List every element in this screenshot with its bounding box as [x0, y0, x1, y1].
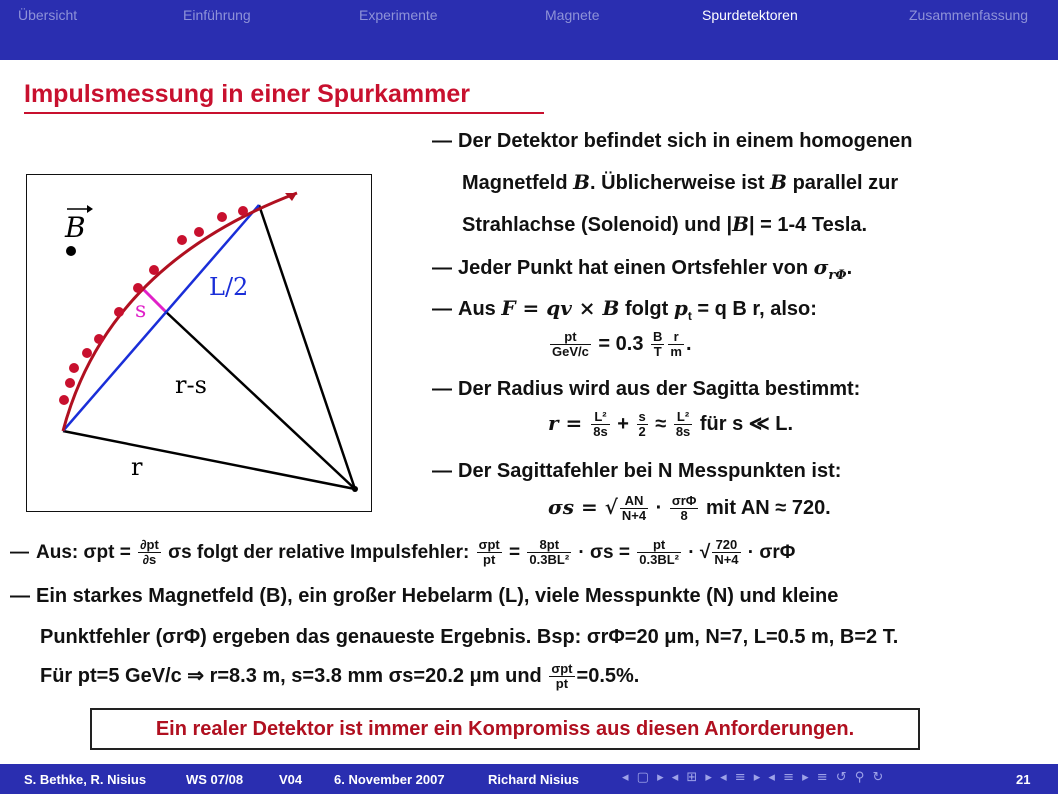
- numerator: L²: [674, 410, 692, 425]
- denominator: ∂s: [142, 552, 157, 568]
- bullet-4: — Der Radius wird aus der Sagitta bestimmt:: [432, 378, 861, 400]
- denominator: 2: [638, 424, 646, 440]
- fraction: [670, 494, 699, 524]
- measurement-point: [177, 235, 187, 245]
- summary-callout-box: [90, 708, 920, 750]
- text: ·: [650, 497, 668, 520]
- formula-sagitta-error: [548, 494, 831, 524]
- b-field-arrowhead: [87, 205, 93, 213]
- b-vector-symbol: B: [573, 170, 591, 194]
- slide-title: Impulsmessung in einer Spurkammer: [24, 80, 470, 108]
- formula-momentum: $\frac{pt}{\text{GeV/c}}$ = 0.3 $\frac{B}{T}$ $\frac{r}{m}$ .: [552, 329, 692, 360]
- bullet-7-line-1: — Ein starkes Magnetfeld (B), ein großer Hebelarm (L), viele Messpunkte (N) und kleine: [10, 585, 839, 607]
- measurement-point: [94, 334, 104, 344]
- subscript: t: [687, 309, 692, 323]
- fraction: [549, 662, 574, 692]
- text: parallel zur: [787, 172, 899, 194]
- text: =: [503, 541, 526, 563]
- fraction: [651, 330, 664, 360]
- r-minus-s-label: r-s: [175, 371, 207, 399]
- numerator: pt: [550, 330, 591, 345]
- sigma-symbol: σ: [813, 255, 829, 279]
- bullet-1-line-2: [462, 170, 898, 195]
- text: =0.5%.: [576, 665, 640, 688]
- measurement-points: [59, 206, 248, 405]
- text: Der Sagittafehler bei N Messpunkten ist:: [458, 460, 842, 482]
- text: Strahlachse (Solenoid) und |: [462, 214, 733, 236]
- b-field-label: B: [65, 211, 86, 244]
- text: Der Radius wird aus der Sagitta bestimmt:: [458, 378, 861, 400]
- numerator: s: [638, 409, 646, 424]
- text: Magnetfeld: [462, 172, 574, 194]
- denominator: T: [653, 344, 662, 360]
- text: · σs =: [573, 541, 636, 563]
- measurement-point: [238, 206, 248, 216]
- nav-item-spurdetektoren[interactable]: Spurdetektoren: [702, 7, 798, 23]
- fraction: [477, 538, 502, 568]
- text: σs folgt der relative Impulsfehler:: [162, 541, 475, 563]
- sagitta-label: s: [135, 298, 147, 323]
- bullet-1-line-1: — Der Detektor befindet sich in einem homogenen: [432, 130, 913, 152]
- measurement-point: [149, 265, 159, 275]
- b-vector-symbol: B: [770, 170, 788, 194]
- bullet-3: — Aus F = qv × B folgt $p_t = q$ B r, also:: [432, 296, 817, 323]
- nav-item-einfuehrung[interactable]: Einführung: [183, 7, 251, 23]
- text: · σrΦ: [742, 541, 796, 563]
- radius-line-bottom: [63, 431, 355, 489]
- text: = q B r, also:: [691, 298, 817, 320]
- text: | = 1-4 Tesla.: [748, 214, 868, 236]
- denominator: m: [670, 344, 682, 360]
- numerator: L²: [591, 410, 609, 425]
- radius-label: r: [131, 453, 143, 481]
- nav-item-magnete[interactable]: Magnete: [545, 7, 600, 23]
- fraction: [637, 538, 681, 568]
- text: mit AN ≈ 720.: [700, 497, 831, 520]
- fraction: [712, 538, 740, 568]
- text: Aus: σpt =: [36, 541, 137, 563]
- text: Für pt=5 GeV/c ⇒ r=8.3 m, s=3.8 mm σs=20.2 μm und: [40, 665, 548, 688]
- momentum-symbol: p: [673, 296, 688, 320]
- denominator: N+4: [714, 552, 739, 568]
- bullet-5: — Der Sagittafehler bei N Messpunkten ist:: [432, 460, 842, 482]
- b-field-dot: [66, 246, 76, 256]
- denominator: 0.3BL²: [529, 552, 570, 568]
- numerator: σpt: [478, 537, 500, 552]
- text: . Üblicherweise ist: [590, 172, 771, 194]
- measurement-point: [194, 227, 204, 237]
- text: +: [611, 413, 635, 436]
- denominator: 8: [680, 508, 688, 524]
- text: Aus: [458, 298, 502, 320]
- bullet-6: — Aus: σpt = $\frac{\partial pt}{\partial s}$ σs folgt der relative Impulsfehler: $\frac{\text{σpt}}{pt}$ = $\frac{8pt}{\text{0.3BL²}}$ · σs = $\frac{pt}{\text{0.3BL²}}$ · √ $\frac{720}{N+4}$ · σrΦ: [10, 537, 796, 568]
- measurement-point: [59, 395, 69, 405]
- force-equation: F = qv × B: [501, 296, 620, 320]
- numerator: AN: [620, 494, 648, 509]
- nav-item-zusammenfassung[interactable]: Zusammenfassung: [909, 7, 1029, 23]
- denominator: GeV/c: [552, 344, 589, 360]
- bullet-1-line-3: [462, 212, 867, 237]
- subscript: rΦ: [828, 268, 847, 283]
- fraction: [591, 410, 609, 440]
- numerator: σrΦ: [671, 493, 697, 508]
- fraction: [527, 538, 571, 568]
- fraction: [674, 410, 692, 440]
- footer-lecture: V04: [279, 772, 303, 787]
- formula-radius: [548, 410, 793, 440]
- fraction: [620, 494, 648, 524]
- measurement-point: [217, 212, 227, 222]
- text: r =: [548, 411, 590, 436]
- bullet-7-line-3: [40, 662, 639, 692]
- numerator: ∂pt: [140, 537, 159, 552]
- footer-authors: S. Bethke, R. Nisius: [24, 772, 147, 787]
- fraction: [550, 330, 591, 360]
- measurement-point: [82, 348, 92, 358]
- denominator: pt: [555, 676, 569, 692]
- text: · √: [683, 541, 711, 563]
- fraction: [637, 410, 648, 440]
- measurement-point: [133, 283, 143, 293]
- denominator: pt: [483, 552, 496, 568]
- text: Jeder Punkt hat einen Ortsfehler von: [458, 257, 814, 279]
- nav-item-uebersicht[interactable]: Übersicht: [18, 7, 78, 23]
- text: für s ≪ L.: [694, 413, 794, 436]
- numerator: B: [653, 329, 663, 344]
- b-vector-symbol: B: [732, 212, 749, 236]
- text: = 0.3: [592, 333, 650, 356]
- fraction: [138, 538, 161, 568]
- chord-line: [63, 205, 259, 431]
- footer-bar: [0, 764, 1058, 794]
- numerator: 720: [712, 538, 740, 553]
- text: ≈: [649, 413, 672, 436]
- r-minus-s-line: [165, 311, 355, 489]
- nav-item-experimente[interactable]: Experimente: [359, 7, 438, 23]
- denominator: 8s: [593, 424, 608, 440]
- center-point: [352, 486, 358, 492]
- radius-line-top: [259, 205, 355, 489]
- text: folgt: [619, 298, 674, 320]
- top-navigation: [0, 0, 1058, 60]
- beamer-navigation-icons[interactable]: ◂ ▢ ▸ ◂ ⊞ ▸ ◂ ≡ ▸ ◂ ≡ ▸ ≡ ↺ ⚲ ↻: [622, 770, 886, 785]
- measurement-point: [114, 307, 124, 317]
- measurement-point: [65, 378, 75, 388]
- denominator: 8s: [675, 424, 691, 440]
- half-chord-label: L/2: [209, 273, 249, 301]
- bullet-1-text: Der Detektor befindet sich in einem homogenen: [458, 130, 913, 152]
- sagitta-diagram: [26, 174, 372, 512]
- numerator: pt: [637, 538, 681, 553]
- denominator: N+4: [621, 508, 647, 524]
- footer-date: 6. November 2007: [334, 772, 445, 787]
- numerator: r: [668, 330, 684, 345]
- text: σs = √: [548, 495, 618, 520]
- title-underline: [24, 112, 544, 114]
- bullet-7-line-2: [40, 626, 898, 649]
- numerator: σpt: [551, 661, 573, 676]
- fraction: [668, 330, 684, 360]
- footer-page-number: 21: [1016, 772, 1031, 787]
- sagitta-diagram-svg: [27, 175, 373, 513]
- text: Ein starkes Magnetfeld (B), ein großer Hebelarm (L), viele Messpunkte (N) und kleine: [36, 585, 839, 607]
- footer-speaker: Richard Nisius: [488, 772, 580, 787]
- measurement-point: [69, 363, 79, 373]
- bullet-2: — Jeder Punkt hat einen Ortsfehler von $\sigma_{r\Phi}$.: [432, 255, 853, 283]
- footer-semester: WS 07/08: [186, 772, 244, 787]
- summary-callout-text: Ein realer Detektor ist immer ein Kompromiss aus diesen Anforderungen.: [155, 718, 855, 740]
- numerator: 8pt: [527, 538, 571, 553]
- text: Punktfehler (σrΦ) ergeben das genaueste Ergebnis. Bsp: σrΦ=20 μm, N=7, L=0.5 m, B=2 T.: [40, 626, 899, 648]
- denominator: 0.3BL²: [639, 552, 679, 568]
